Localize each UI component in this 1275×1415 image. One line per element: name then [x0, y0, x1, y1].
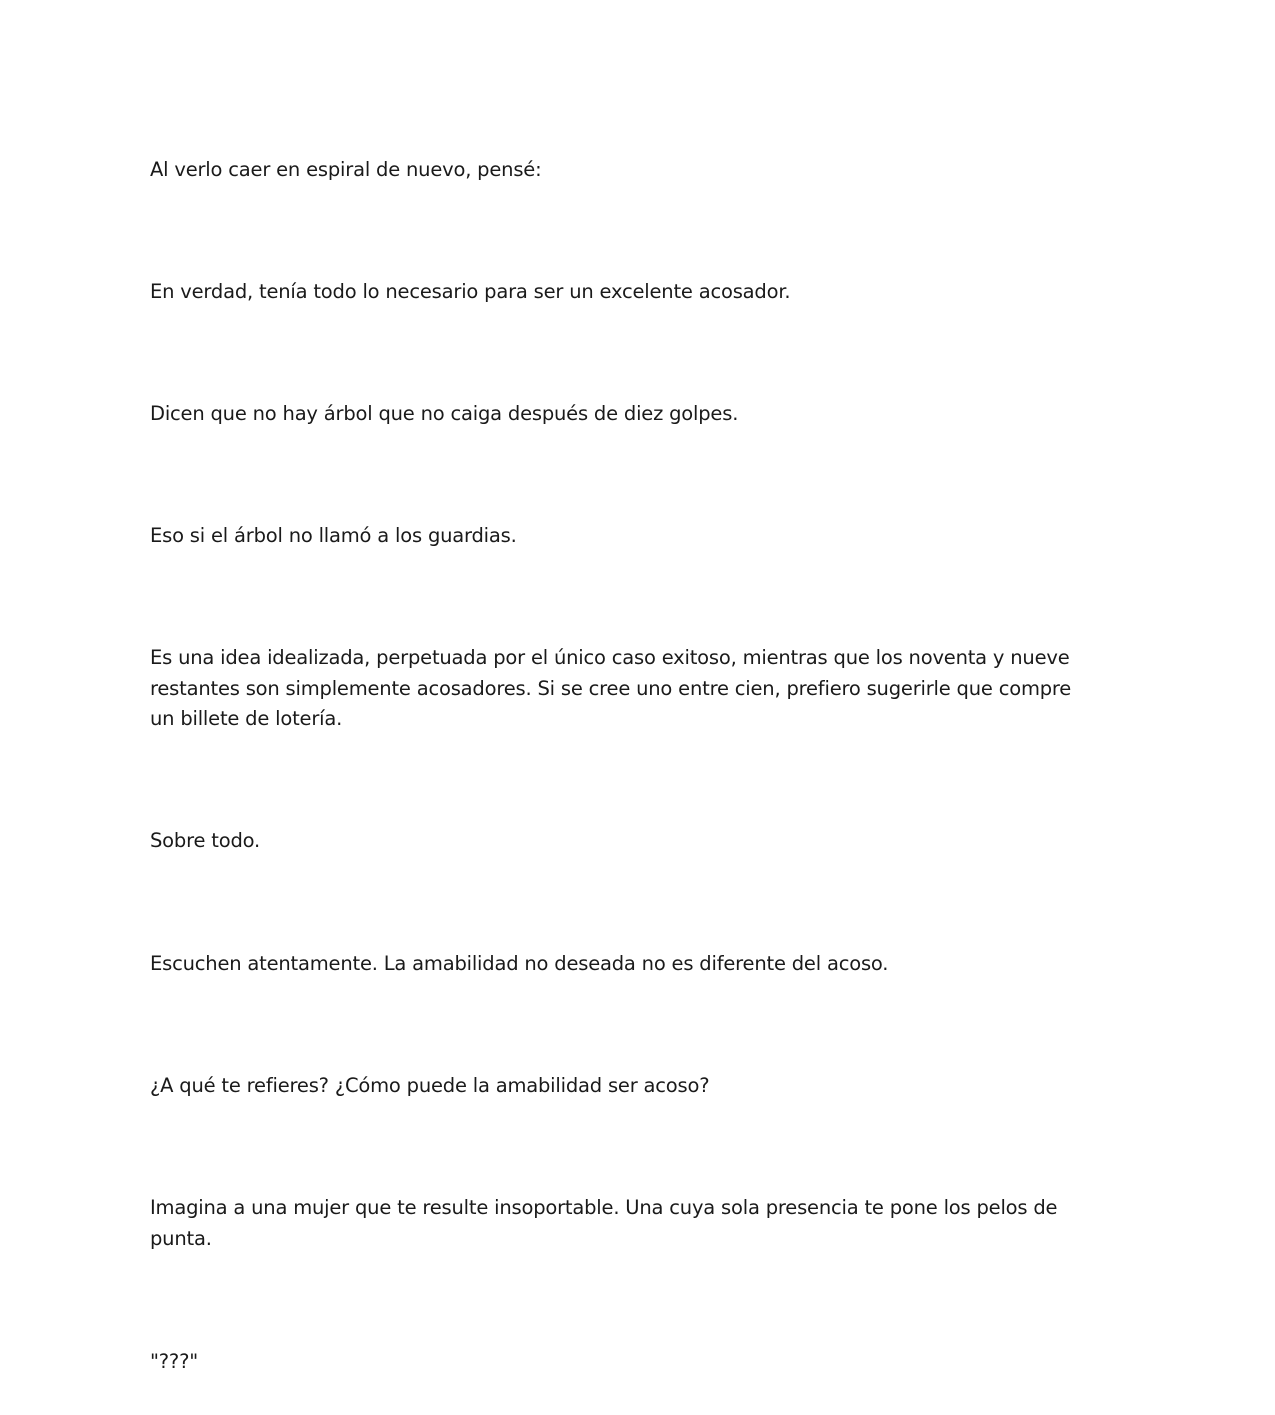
paragraph-2: En verdad, tenía todo lo necesario para ser un excelente acosador.	[150, 280, 791, 303]
paragraph-10: "???"	[150, 1350, 198, 1373]
paragraph-6: Sobre todo.	[150, 829, 261, 852]
paragraph-4: Eso si el árbol no llamó a los guardias.	[150, 524, 517, 547]
paragraph-5: Es una idea idealizada, perpetuada por el único caso exitoso, mientras que los noventa y nueve restantes son simplemente acosadores. Si se cree uno entre cien, prefiero sugerirle que compre un billete de lotería.	[150, 646, 1072, 730]
paragraph-1: Al verlo caer en espiral de nuevo, pensé:	[150, 158, 542, 181]
paragraph-9: Imagina a una mujer que te resulte insoportable. Una cuya sola presencia te pone los pelos de punta.	[150, 1196, 1058, 1250]
paragraph-8: ¿A qué te refieres? ¿Cómo puede la amabilidad ser acoso?	[150, 1074, 710, 1097]
paragraph-7: Escuchen atentamente. La amabilidad no deseada no es diferente del acoso.	[150, 952, 889, 975]
paragraph-3: Dicen que no hay árbol que no caiga después de diez golpes.	[150, 402, 739, 425]
